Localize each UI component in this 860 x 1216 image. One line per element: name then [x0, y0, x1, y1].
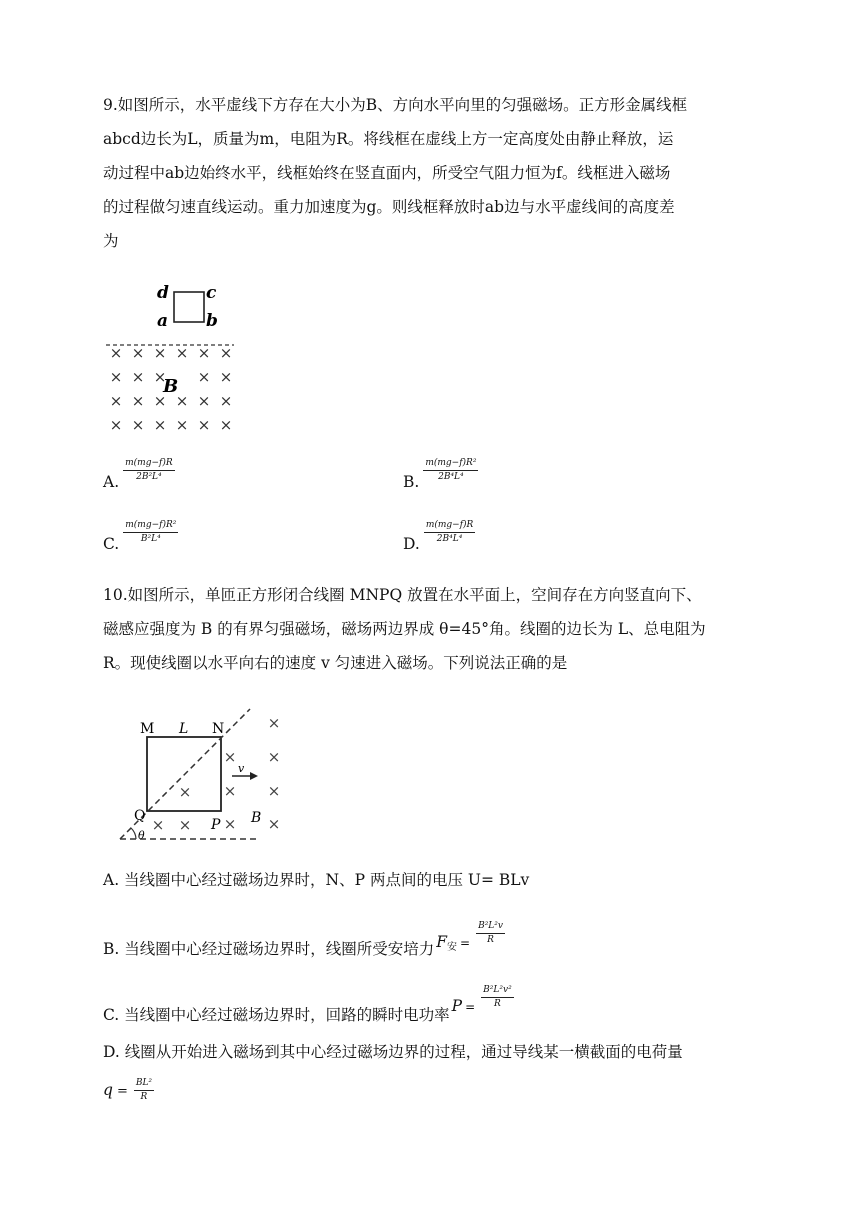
field-cross: × [175, 416, 189, 434]
field-cross: × [153, 392, 167, 410]
field-cross: × [131, 368, 145, 386]
field-cross: × [175, 392, 189, 410]
formula-equals: = [460, 936, 471, 950]
q9-option-a[interactable] [103, 458, 175, 491]
q10-text-line3: R。现使线圈以水平向右的速度 v 匀速进入磁场。下列说法正确的是 [103, 654, 568, 672]
field-cross: × [267, 748, 281, 766]
q10-text-line1: 10.如图所示，单匝正方形闭合线圈 MNPQ 放置在水平面上，空间存在方向竖直向下、 [103, 586, 702, 604]
fraction-denominator: 2B⁴L⁴ [438, 472, 464, 482]
field-cross: × [219, 416, 233, 434]
q9-text-line5: 为 [103, 232, 119, 250]
option-fraction [123, 520, 178, 545]
field-cross: × [197, 416, 211, 434]
fraction-denominator: R [140, 1092, 148, 1102]
fraction-numerator: m(mg−f)R [123, 458, 175, 471]
fraction-numerator: m(mg−f)R² [123, 520, 178, 533]
q9-text-line3: 动过程中ab边始终水平，线框始终在竖直面内，所受空气阻力恒为f。线框进入磁场 [103, 164, 671, 182]
field-cross: × [131, 344, 145, 362]
field-cross: × [267, 782, 281, 800]
field-cross: × [153, 368, 167, 386]
field-cross: × [178, 816, 192, 834]
label-L: L [179, 721, 189, 737]
label-d: d [157, 283, 169, 303]
velocity-arrow-head [250, 772, 258, 780]
formula-fraction [134, 1078, 154, 1103]
fraction-numerator: m(mg−f)R [424, 520, 476, 533]
q10-text-line2: 磁感应强度为 B 的有界匀强磁场，磁场两边界成 θ=45°角。线圈的边长为 L、总电阻为 [103, 620, 706, 638]
field-cross: × [175, 344, 189, 362]
formula-fraction [481, 985, 514, 1010]
q10-option-c[interactable] [103, 985, 514, 1025]
fraction-denominator: R [494, 999, 501, 1009]
fraction-numerator: m(mg−f)R² [423, 458, 478, 471]
theta-arc [131, 828, 136, 839]
label-P: P [211, 817, 221, 833]
field-cross: × [219, 368, 233, 386]
field-cross: × [223, 815, 237, 833]
field-cross: × [153, 344, 167, 362]
q10-option-b[interactable] [103, 921, 505, 959]
q9-text-line1: 9.如图所示，水平虚线下方存在大小为B、方向水平向里的匀强磁场。正方形金属线框 [103, 96, 688, 114]
label-a: a [157, 311, 169, 331]
formula-equals: = [116, 1084, 128, 1099]
label-v: v [238, 762, 245, 775]
field-cross: × [223, 748, 237, 766]
label-B: B [163, 376, 179, 397]
field-cross: × [109, 368, 123, 386]
formula-lhs: F [436, 933, 448, 951]
fraction-numerator: B²L²v [476, 921, 505, 934]
q10-option-a[interactable] [103, 868, 529, 890]
formula-lhs: q [103, 1081, 113, 1099]
field-cross: × [219, 344, 233, 362]
q10-option-d-formula [103, 1078, 154, 1103]
field-cross: × [109, 344, 123, 362]
option-b-text: B. 当线圈中心经过磁场边界时，线圈所受安培力 [103, 940, 435, 958]
q10-option-d[interactable] [103, 1040, 683, 1062]
option-d-text: D. 线圈从开始进入磁场到其中心经过磁场边界的过程，通过导线某一横截面的电荷量 [103, 1043, 683, 1061]
label-c: c [206, 283, 217, 303]
option-fraction [123, 458, 175, 483]
field-cross: × [223, 782, 237, 800]
fraction-denominator: B²L⁴ [140, 534, 161, 544]
option-letter: A. [103, 473, 120, 491]
label-Q: Q [134, 808, 146, 824]
field-cross: × [178, 783, 192, 801]
formula-equals: = [465, 1000, 476, 1014]
label-M: M [140, 721, 155, 737]
fraction-denominator: 2B⁴L⁴ [436, 534, 463, 544]
option-a-text: A. 当线圈中心经过磁场边界时，N、P 两点间的电压 U= BLv [103, 871, 530, 889]
label-b: b [206, 311, 218, 331]
field-cross: × [197, 368, 211, 386]
q9-option-c[interactable] [103, 520, 178, 553]
label-B: B [251, 810, 262, 826]
option-c-text: C. 当线圈中心经过磁场边界时，回路的瞬时电功率 [103, 1006, 450, 1024]
option-fraction [423, 458, 478, 483]
q9-option-b[interactable] [403, 458, 478, 491]
q10-figure [110, 705, 300, 850]
square-frame [174, 292, 204, 322]
field-cross: × [197, 344, 211, 362]
fraction-denominator: R [487, 935, 494, 945]
formula-fraction [476, 921, 505, 946]
field-cross: × [109, 392, 123, 410]
option-fraction [424, 520, 476, 545]
field-cross: × [109, 416, 123, 434]
fraction-denominator: 2B²L⁴ [136, 472, 162, 482]
q9-option-d[interactable] [403, 520, 475, 553]
formula-lhs: P [451, 997, 463, 1015]
label-theta: θ [138, 829, 145, 842]
field-cross: × [197, 392, 211, 410]
option-letter: C. [103, 535, 120, 553]
label-N: N [212, 721, 225, 737]
fraction-numerator: BL² [134, 1078, 154, 1091]
field-cross: × [131, 392, 145, 410]
field-cross: × [219, 392, 233, 410]
field-cross: × [267, 815, 281, 833]
field-cross: × [131, 416, 145, 434]
field-cross: × [153, 416, 167, 434]
q9-text-line4: 的过程做匀速直线运动。重力加速度为g。则线框释放时ab边与水平虚线间的高度差 [103, 198, 675, 216]
option-letter: B. [403, 473, 420, 491]
q9-figure [100, 278, 250, 438]
option-letter: D. [403, 535, 420, 553]
formula-subscript: 安 [447, 942, 458, 953]
fraction-numerator: B²L²v² [481, 985, 514, 998]
field-cross: × [267, 714, 281, 732]
q9-text-line2: abcd边长为L，质量为m，电阻为R。将线框在虚线上方一定高度处由静止释放，运 [103, 130, 674, 148]
field-cross: × [151, 816, 165, 834]
